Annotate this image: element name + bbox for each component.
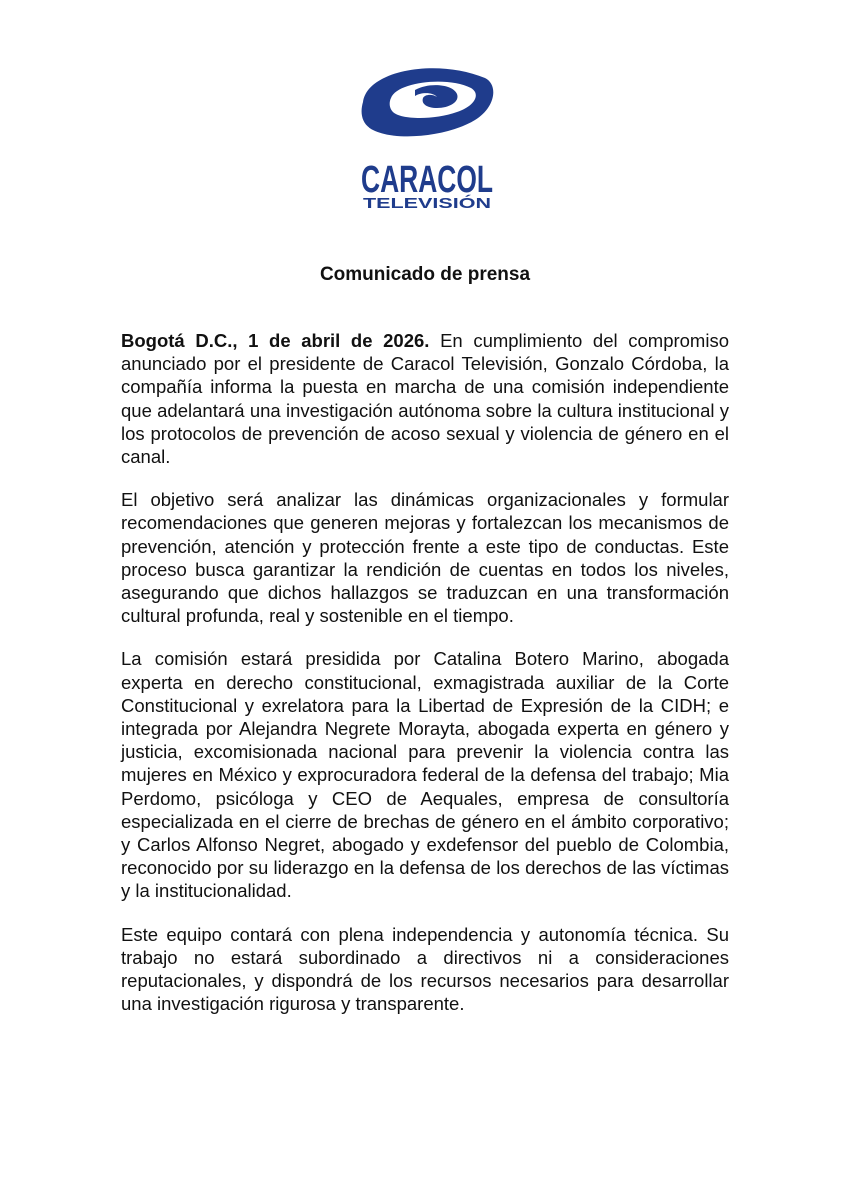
paragraph-1-text: En cumplimiento del compromiso anunciado por el presidente de Caracol Televisión, Gonzalo Córdoba, la compañía informa la puesta en marcha de una comisión independiente que adelantará una investigación autónoma sobre la cultura institucional y los protocolos de prevención de acoso sexual y violencia de género en el canal.	[121, 330, 729, 468]
logo-brand-text: CARACOL	[361, 159, 493, 201]
caracol-eye-logo-icon	[357, 60, 497, 210]
paragraph-2: El objetivo será analizar las dinámicas organizacionales y formular recomendaciones que generen mejoras y fortalezcan los mecanismos de prevención, atención y protección frente a este tipo de conductas. Este proceso busca garantizar la rendición de cuentas en todos los niveles, asegurando que dichos hallazgos se traduzcan en una transformación cultural profunda, real y sostenible en el tiempo.	[121, 489, 729, 627]
document-body	[121, 329, 729, 1035]
paragraph-1	[121, 329, 729, 468]
caracol-logo	[357, 60, 497, 210]
document-title: Comunicado de prensa	[319, 264, 531, 285]
paragraph-4: Este equipo contará con plena independencia y autonomía técnica. Su trabajo no estará subordinado a directivos ni a consideraciones reputacionales, y dispondrá de los recursos necesarios para desarrollar una investigación rigurosa y transparente.	[121, 923, 729, 1015]
paragraph-3: La comisión estará presidida por Catalina Botero Marino, abogada experta en derecho constitucional, exmagistrada auxiliar de la Corte Constitucional y exrelatora para la Libertad de Expresión de la CIDH; e integrada por Alejandra Negrete Morayta, abogada experta en género y justicia, excomisionada nacional para prevenir la violencia contra las mujeres en México y exprocuradora federal de la defensa del trabajo; Mia Perdomo, psicóloga y CEO de Aequales, empresa de consultoría especializada en el cierre de brechas de género en el ámbito corporativo; y Carlos Alfonso Negret, abogado y exdefensor del pueblo de Colombia, reconocido por su liderazgo en la defensa de los derechos de las víctimas y la institucionalidad.	[121, 648, 729, 902]
paragraph-1-lead: Bogotá D.C., 1 de abril de 2026.	[121, 330, 430, 351]
logo-sub-text: TELEVISIÓN	[363, 195, 453, 210]
